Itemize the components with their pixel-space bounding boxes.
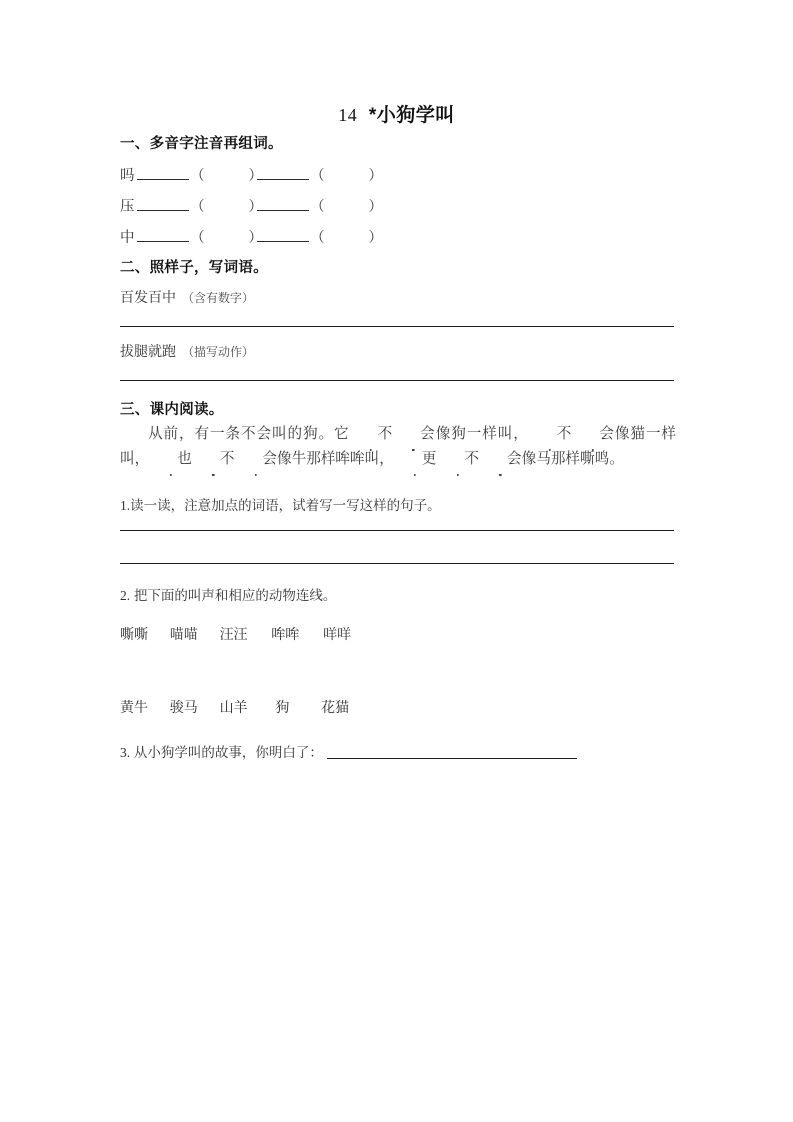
passage-part-5: 像马那样嘶鸣。 <box>521 451 624 467</box>
question-3-answer-blank[interactable] <box>327 744 577 759</box>
sound-word-1[interactable]: 嘶嘶 <box>120 626 148 642</box>
pinyin-row-2-paren-a[interactable] <box>190 196 263 216</box>
question-3-text: 从小狗学叫的故事，你明白了： <box>133 745 323 760</box>
pinyin-row-1-paren-b[interactable] <box>310 165 383 185</box>
animal-word-4[interactable]: 狗 <box>275 699 290 715</box>
passage-part-3: 像猫一样叫， <box>120 426 676 467</box>
pinyin-row-1-blank-a[interactable] <box>137 165 189 180</box>
question-1 <box>120 494 441 514</box>
emphasis-char: 会 <box>234 447 277 472</box>
pinyin-row-1 <box>120 164 383 185</box>
emphasis-char: 会 <box>479 447 522 472</box>
pinyin-row-3-char: 中 <box>120 230 135 246</box>
passage-emphasis-3 <box>149 451 277 467</box>
emphasis-char: 会 <box>392 422 435 447</box>
animal-word-1[interactable]: 黄牛 <box>120 699 148 715</box>
emphasis-char: 不 <box>436 447 479 472</box>
pinyin-row-3-blank-a[interactable] <box>137 227 189 242</box>
question-2-text: 把下面的叫声和相应的动物连线。 <box>133 588 337 603</box>
emphasis-char: 也 <box>149 447 192 472</box>
example-word-2-note: （描写动作） <box>182 345 255 359</box>
emphasis-char: 不 <box>192 447 235 472</box>
example-word-1-text: 百发百中 <box>120 289 176 305</box>
pinyin-row-3-blank-b[interactable] <box>257 227 309 242</box>
pinyin-row-1-blank-b[interactable] <box>257 165 309 180</box>
paren-close: ） <box>248 198 263 214</box>
passage-emphasis-4 <box>394 451 522 467</box>
pinyin-row-2-blank-a[interactable] <box>137 196 189 211</box>
paren-open: （ <box>190 198 205 214</box>
sound-word-4[interactable]: 哞哞 <box>271 626 300 642</box>
paren-close: ） <box>248 229 263 245</box>
pinyin-row-2-paren-b[interactable] <box>310 196 383 216</box>
paren-close: ） <box>368 229 383 245</box>
reading-passage <box>120 422 676 472</box>
example-word-2-text: 拔腿就跑 <box>120 343 176 359</box>
paren-close: ） <box>368 167 383 183</box>
passage-part-4: 像牛那样哞哞叫， <box>277 451 394 467</box>
pinyin-row-2-blank-b[interactable] <box>257 196 309 211</box>
question-2 <box>120 584 336 604</box>
star-mark: * <box>368 105 377 126</box>
paren-open: （ <box>190 167 205 183</box>
paren-close: ） <box>248 167 263 183</box>
emphasis-char: 会 <box>571 422 614 447</box>
lesson-name: 小狗学叫 <box>376 105 455 126</box>
question-1-number: 1. <box>120 498 131 513</box>
passage-part-1: 从前，有一条不会叫的狗。它 <box>148 426 350 442</box>
example-word-1 <box>120 287 254 307</box>
emphasis-char: 更 <box>394 447 437 472</box>
sound-word-5[interactable]: 咩咩 <box>323 626 352 642</box>
emphasis-char: 不 <box>350 422 393 447</box>
paren-open: （ <box>310 229 325 245</box>
animal-word-2[interactable]: 骏马 <box>169 699 198 715</box>
passage-part-2: 像狗一样叫， <box>434 426 529 442</box>
pinyin-row-2-char: 压 <box>120 199 135 215</box>
example-word-2 <box>120 341 254 361</box>
question-2-number: 2. <box>120 588 131 603</box>
lesson-number: 14 <box>338 105 358 125</box>
section-3-heading: 三、课内阅读。 <box>120 402 224 418</box>
animal-word-5[interactable]: 花猫 <box>321 699 350 715</box>
animal-word-row <box>120 697 349 717</box>
sound-word-row <box>120 624 351 644</box>
section-2-heading: 二、照样子，写词语。 <box>120 260 268 276</box>
paren-open: （ <box>310 198 325 214</box>
paren-open: （ <box>310 167 325 183</box>
example-word-1-note: （含有数字） <box>182 291 255 305</box>
section-1-heading: 一、多音字注音再组词。 <box>120 136 283 152</box>
pinyin-row-3-paren-b[interactable] <box>310 227 383 247</box>
page-title <box>0 100 793 127</box>
emphasis-char: 不 <box>529 422 572 447</box>
pinyin-row-3-paren-a[interactable] <box>190 227 263 247</box>
answer-rule-2[interactable] <box>120 380 674 381</box>
paren-open: （ <box>190 229 205 245</box>
answer-rule-1[interactable] <box>120 326 674 327</box>
passage-emphasis-2 <box>529 426 614 442</box>
answer-rule-3[interactable] <box>120 530 674 531</box>
passage-emphasis-1 <box>350 426 435 442</box>
paren-close: ） <box>368 198 383 214</box>
sound-word-2[interactable]: 喵喵 <box>169 626 198 642</box>
animal-word-3[interactable]: 山羊 <box>219 699 248 715</box>
pinyin-row-3 <box>120 226 383 247</box>
question-1-text: 读一读，注意加点的词语，试着写一写这样的句子。 <box>130 498 441 513</box>
pinyin-row-1-char: 吗 <box>120 168 135 184</box>
question-3 <box>120 741 577 761</box>
sound-word-3[interactable]: 汪汪 <box>219 626 248 642</box>
answer-rule-4[interactable] <box>120 563 674 564</box>
pinyin-row-1-paren-a[interactable] <box>190 165 263 185</box>
question-3-number: 3. <box>120 745 131 760</box>
pinyin-row-2 <box>120 195 383 216</box>
